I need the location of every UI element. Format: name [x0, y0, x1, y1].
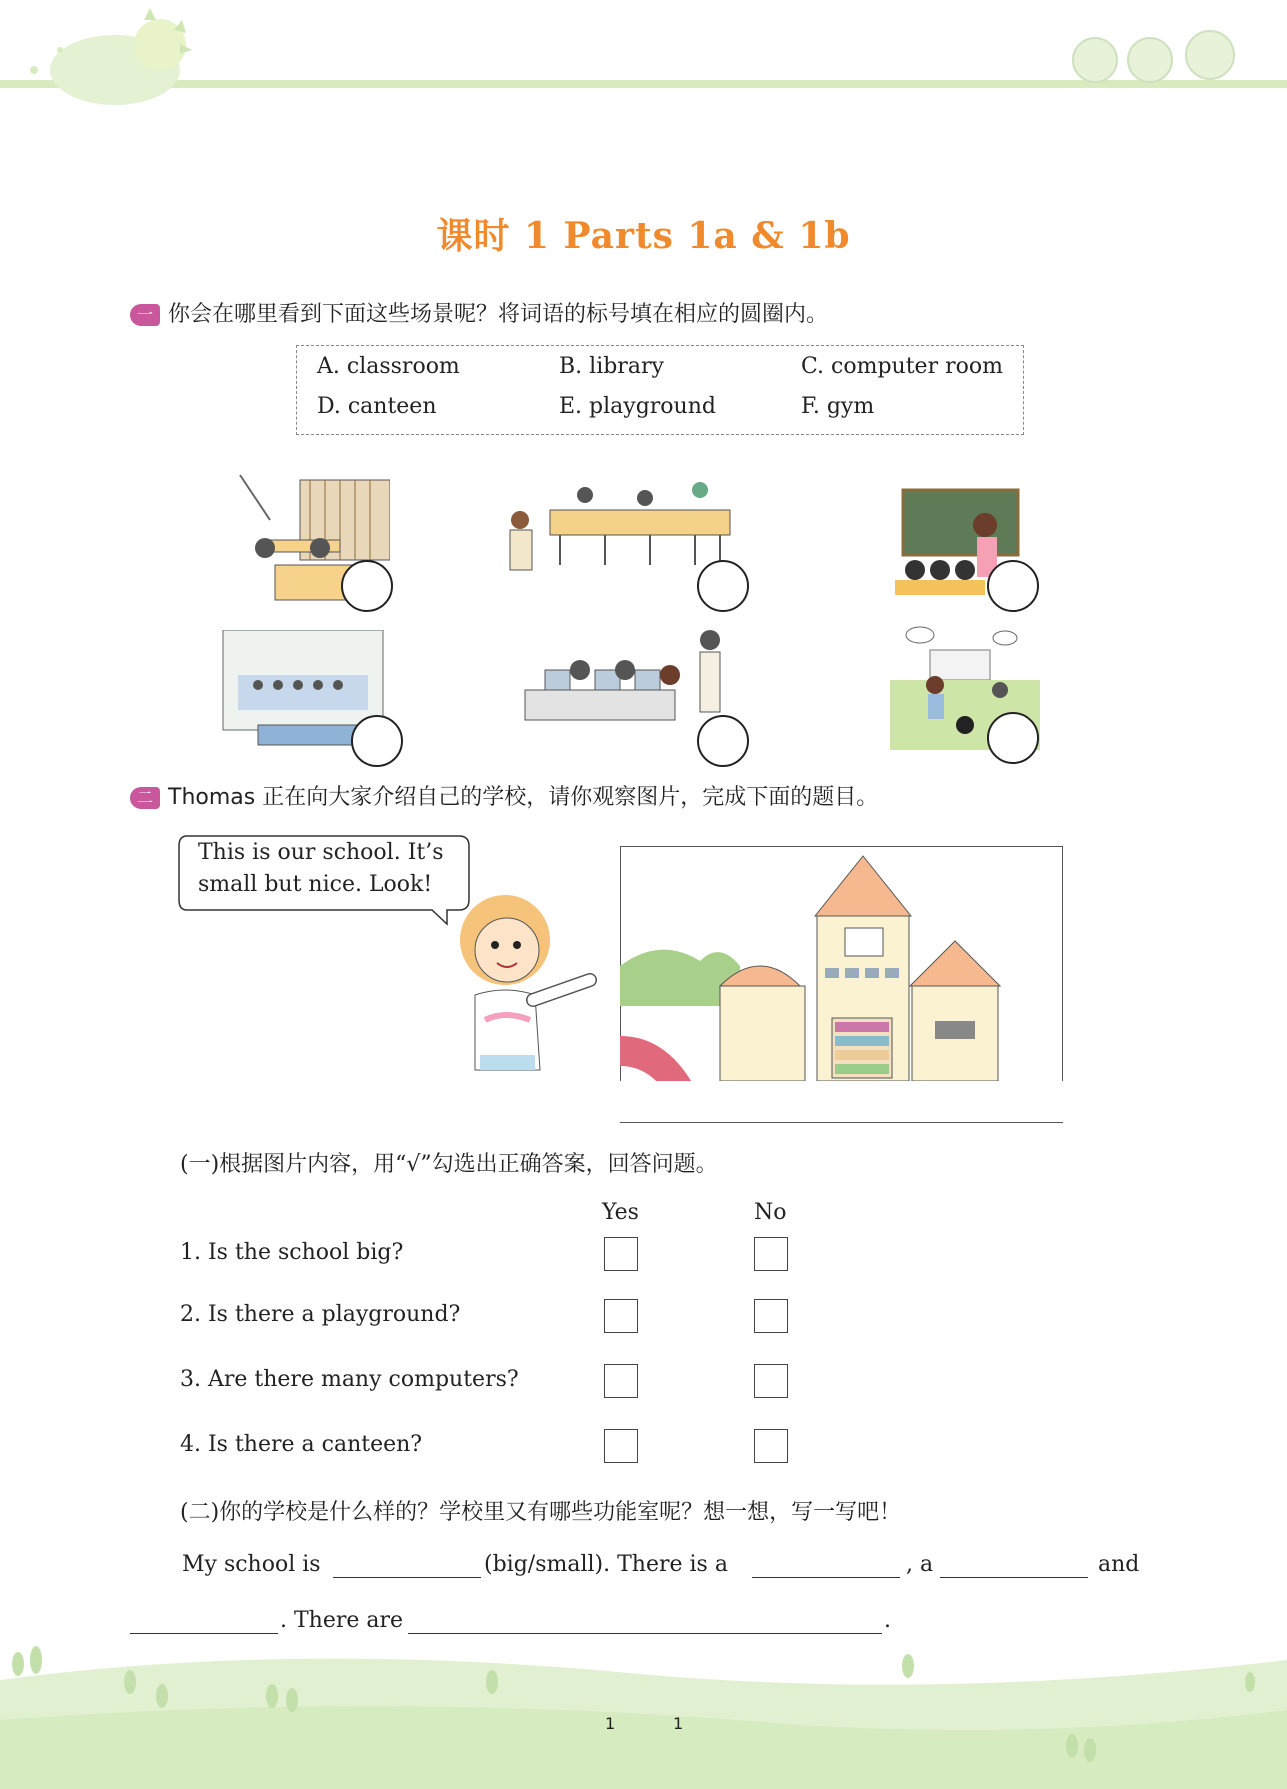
section1-instruction-text: 你会在哪里看到下面这些场景呢？将词语的标号填在相应的圆圈内。 [168, 302, 829, 327]
answer-circle-1[interactable] [341, 560, 393, 612]
answer-circle-5[interactable] [697, 715, 749, 767]
blank-room-2[interactable] [940, 1577, 1088, 1578]
footer-hills [0, 1640, 1287, 1789]
q4-no-checkbox[interactable] [754, 1429, 788, 1463]
page-title: 课时 1 Parts 1a & 1b [436, 215, 851, 257]
speech-line-2: small but nice. Look! [198, 872, 433, 897]
word-playground: E. playground [559, 394, 716, 419]
fill-big-small: (big/small). There is a [484, 1552, 728, 1577]
blank-room-3[interactable] [130, 1633, 278, 1634]
word-bank [296, 345, 1024, 435]
section1-badge: 一 [130, 304, 160, 326]
section2-instruction-text: Thomas 正在向大家介绍自己的学校，请你观察图片，完成下面的题目。 [168, 785, 879, 810]
thomas-boy-image [445, 885, 605, 1075]
school-picture [620, 846, 1063, 1123]
q4-yes-checkbox[interactable] [604, 1429, 638, 1463]
question-4: 4. Is there a canteen? [180, 1432, 423, 1457]
fill-period: . [884, 1608, 891, 1633]
section2-instruction [130, 780, 878, 811]
section2-badge: 二 [130, 787, 160, 809]
answer-circle-2[interactable] [697, 560, 749, 612]
fill-my-school: My school is [182, 1552, 321, 1577]
q3-yes-checkbox[interactable] [604, 1364, 638, 1398]
answer-circle-4[interactable] [351, 715, 403, 767]
word-canteen: D. canteen [317, 394, 437, 419]
fill-comma-a: , a [906, 1552, 934, 1577]
q3-no-checkbox[interactable] [754, 1364, 788, 1398]
no-header: No [754, 1200, 787, 1225]
yes-header: Yes [602, 1200, 639, 1225]
answer-circle-6[interactable] [987, 712, 1039, 764]
part2-instruction: (二)你的学校是什么样的？学校里又有哪些功能室呢？想一想，写一写吧！ [180, 1500, 902, 1525]
blank-there-are[interactable] [408, 1633, 882, 1634]
header-decoration [0, 0, 1287, 120]
question-1: 1. Is the school big? [180, 1240, 404, 1265]
blank-size[interactable] [333, 1577, 481, 1578]
word-gym: F. gym [801, 394, 875, 419]
word-library: B. library [559, 354, 664, 379]
q1-no-checkbox[interactable] [754, 1237, 788, 1271]
blank-room-1[interactable] [752, 1577, 900, 1578]
page-number-left: 1 [605, 1714, 616, 1733]
fill-and: and [1098, 1552, 1140, 1577]
speech-line-1: This is our school. It’s [198, 840, 444, 865]
word-classroom: A. classroom [317, 354, 460, 379]
answer-circle-3[interactable] [987, 560, 1039, 612]
fill-there-are: . There are [280, 1608, 404, 1633]
part1-instruction: (一)根据图片内容，用“√”勾选出正确答案，回答问题。 [180, 1152, 718, 1177]
word-computer-room: C. computer room [801, 354, 1003, 379]
page-number-right: 1 [673, 1714, 684, 1733]
q2-no-checkbox[interactable] [754, 1299, 788, 1333]
question-2: 2. Is there a playground? [180, 1302, 461, 1327]
question-3: 3. Are there many computers? [180, 1367, 519, 1392]
section1-instruction [130, 297, 828, 328]
q1-yes-checkbox[interactable] [604, 1237, 638, 1271]
q2-yes-checkbox[interactable] [604, 1299, 638, 1333]
